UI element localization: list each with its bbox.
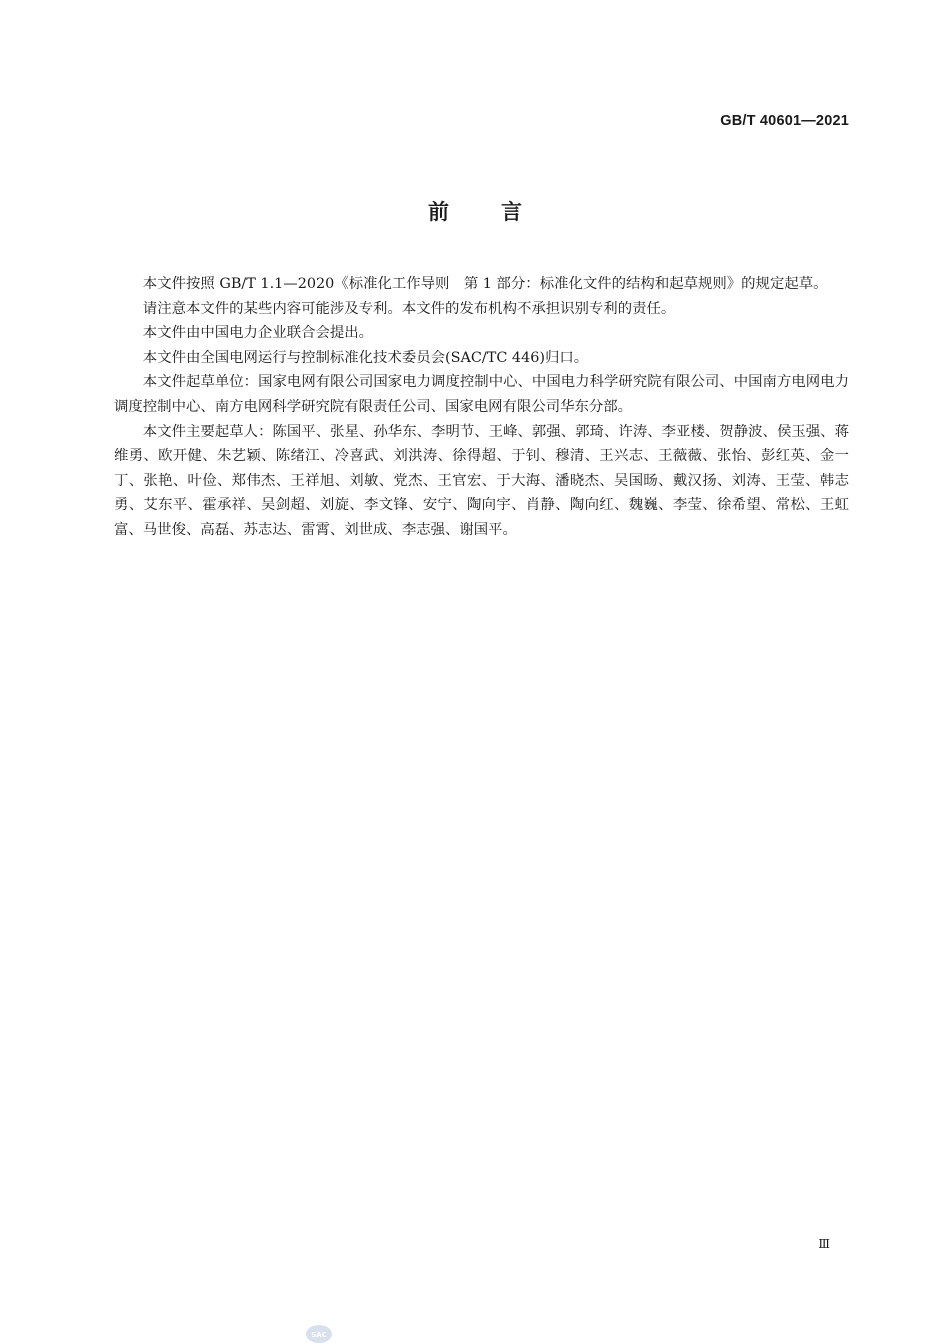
svg-text:SAC: SAC [311,1331,327,1339]
paragraph-patent-notice: 请注意本文件的某些内容可能涉及专利。本文件的发布机构不承担识别专利的责任。 [142,300,676,317]
foreword-body [114,272,849,543]
paragraph-drafting-rules: 本文件按照 GB/T 1.1—2020《标准化工作导则 第 1 部分：标准化文件的结构和起草规则》的规定起草。 [142,276,828,292]
paragraph-proposer: 本文件由中国电力企业联合会提出。 [142,325,374,342]
page-number: Ⅲ [818,1237,830,1251]
sac-logo-icon [305,1321,333,1343]
standard-code: GB/T 40601—2021 [720,113,849,129]
paragraph-drafters: 本文件主要起草人：陈国平、张星、孙华东、李明节、王峰、郭强、郭琦、许涛、李亚楼、贺静波、侯玉强、蒋维勇、欧开健、朱艺颖、陈绪江、冷喜武、刘洪涛、徐得超、于钊、穆清、王兴志、王薇薇、张怡、彭红英、金一丁、张艳、叶俭、郑伟杰、王祥旭、刘敏、党杰、王官宏、于大海、潘晓杰、吴国旸、戴汉扬、刘涛、王莹、韩志勇、艾东平、霍承祥、吴剑超、刘旋、李文锋、安宁、陶向宇、肖静、陶向红、魏巍、李莹、徐希望、常松、王虹富、马世俊、高磊、苏志达、雷霄、刘世成、李志强、谢国平。 [114,423,849,538]
page-title: 前言 [428,200,574,224]
paragraph-committee: 本文件由全国电网运行与控制标准化技术委员会(SAC/TC 446)归口。 [142,349,589,366]
paragraph-drafting-units: 本文件起草单位：国家电网有限公司国家电力调度控制中心、中国电力科学研究院有限公司、中国南方电网电力调度控制中心、南方电网科学研究院有限责任公司、国家电网有限公司华东分部。 [114,374,849,415]
